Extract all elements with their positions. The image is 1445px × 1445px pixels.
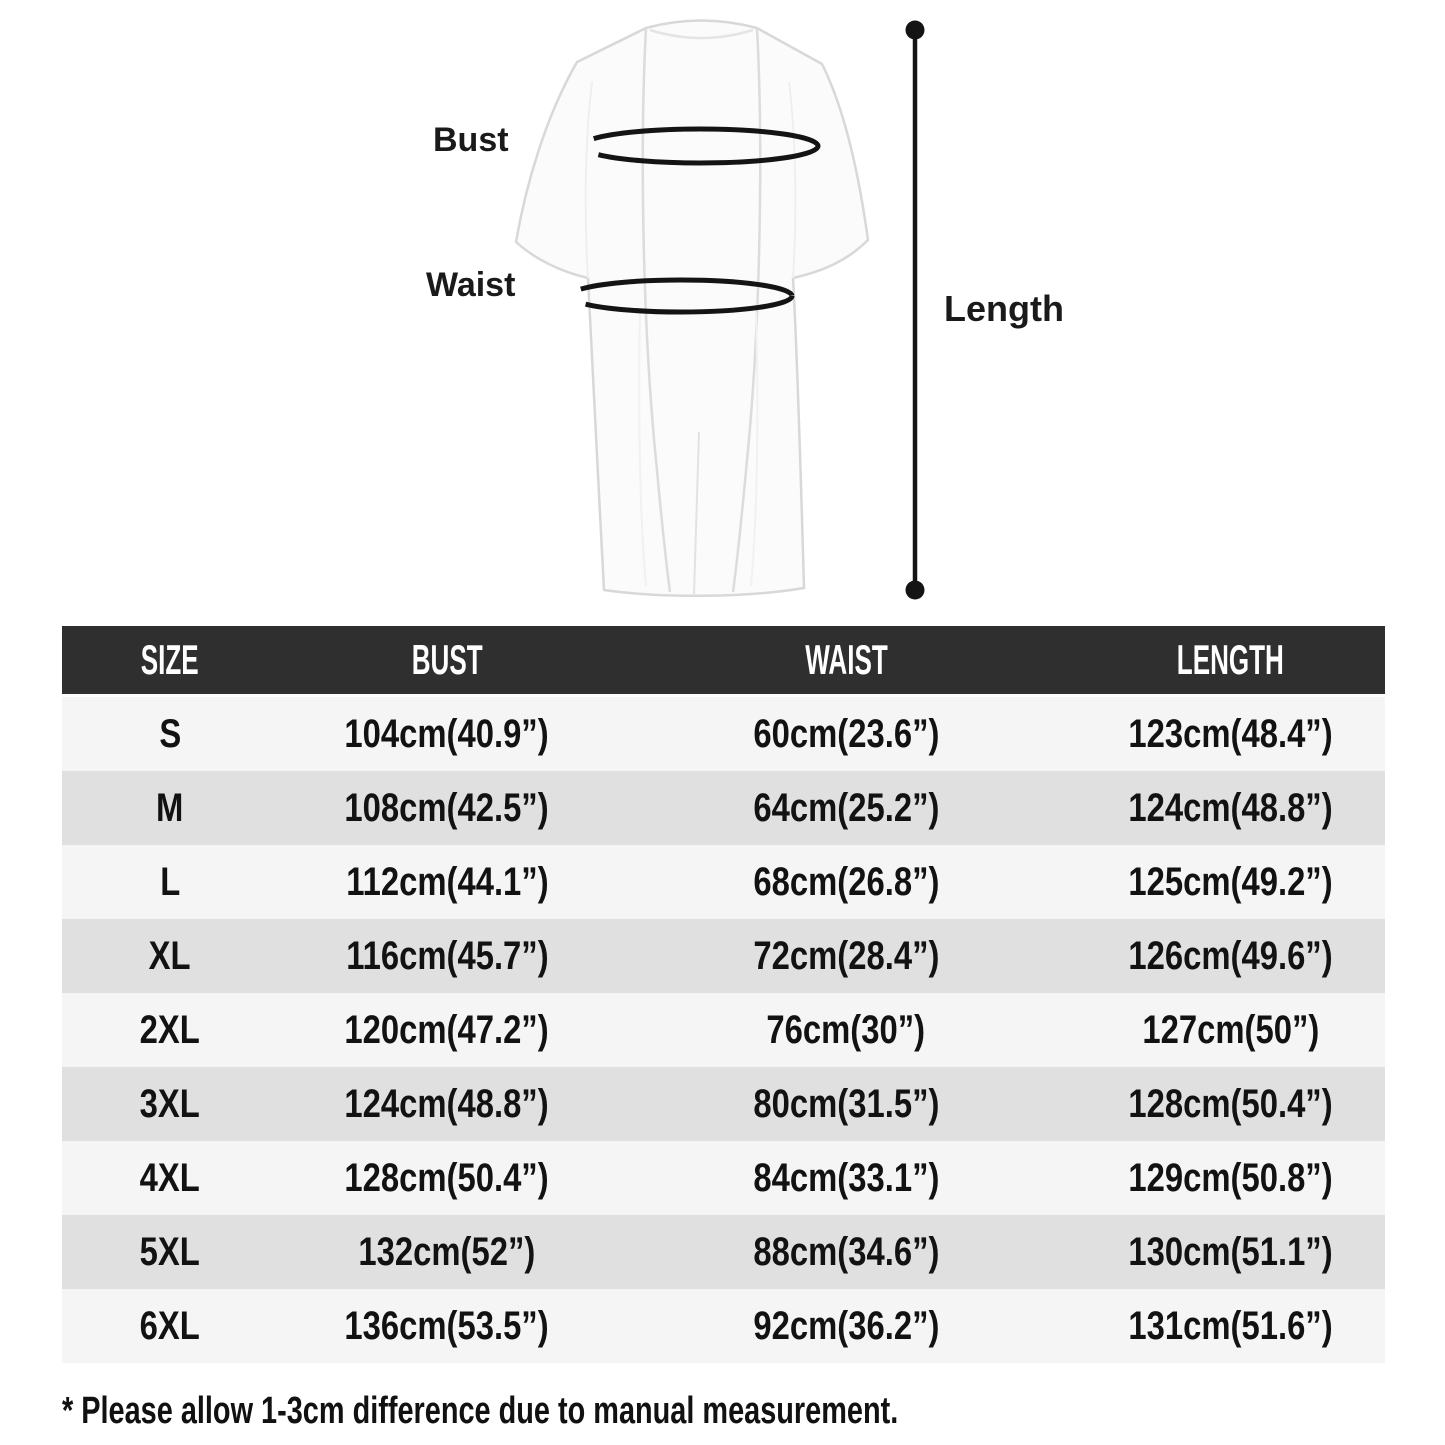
cell-waist: 92cm(36.2”) (753, 1303, 939, 1348)
cell-size: 6XL (139, 1303, 201, 1348)
length-label: Length (944, 288, 1064, 329)
header-cell-bust: BUST (411, 636, 483, 683)
cell-length: 127cm(50”) (1142, 1007, 1319, 1052)
table-row-5xl (62, 1215, 1385, 1289)
cell-bust: 116cm(45.7”) (345, 933, 549, 978)
cell-size: 2XL (139, 1007, 201, 1052)
bust-label: Bust (433, 121, 509, 159)
cell-waist: 80cm(31.5”) (753, 1081, 939, 1126)
table-header-row (62, 626, 1385, 697)
cell-size: 3XL (139, 1081, 201, 1126)
table-row-4xl (62, 1141, 1385, 1215)
cell-size: 4XL (139, 1155, 201, 1200)
cell-bust: 108cm(42.5”) (344, 785, 550, 830)
length-line-bottom-dot (906, 581, 925, 600)
cell-bust: 104cm(40.9”) (344, 711, 550, 756)
header-cell-waist: WAIST (804, 636, 888, 683)
cell-waist: 60cm(23.6”) (753, 711, 939, 756)
cell-waist: 64cm(25.2”) (753, 785, 939, 830)
cell-length: 125cm(49.2”) (1128, 859, 1333, 904)
header-cell-size: SIZE (141, 636, 199, 683)
table-row-l (62, 845, 1385, 919)
cell-size: 5XL (139, 1229, 201, 1274)
cell-length: 123cm(48.4”) (1128, 711, 1333, 756)
cell-size: L (159, 859, 181, 904)
table-row-xl (62, 919, 1385, 993)
cell-bust: 120cm(47.2”) (344, 1007, 550, 1052)
cell-waist: 84cm(33.1”) (753, 1155, 939, 1200)
cell-waist: 72cm(28.4”) (753, 933, 939, 978)
cell-bust: 136cm(53.5”) (344, 1303, 550, 1348)
cell-waist: 76cm(30”) (766, 1007, 926, 1052)
cell-length: 130cm(51.1”) (1128, 1229, 1333, 1274)
cell-size: S (159, 711, 181, 756)
table-row-3xl (62, 1067, 1385, 1141)
cell-size: XL (149, 933, 191, 978)
table-row-2xl (62, 993, 1385, 1067)
cell-length: 131cm(51.6”) (1128, 1303, 1333, 1348)
cell-size: M (156, 785, 184, 830)
garment-illustration (0, 0, 1445, 622)
table-row-s (62, 697, 1385, 771)
header-cell-length: LENGTH (1176, 636, 1285, 683)
table-row-6xl (62, 1289, 1385, 1363)
table-row-m (62, 771, 1385, 845)
garment-silhouette (516, 21, 868, 596)
length-line-top-dot (906, 21, 925, 40)
cell-length: 128cm(50.4”) (1128, 1081, 1333, 1126)
cell-bust: 124cm(48.8”) (344, 1081, 550, 1126)
waist-label: Waist (426, 266, 516, 304)
cell-length: 129cm(50.8”) (1128, 1155, 1333, 1200)
cell-bust: 128cm(50.4”) (344, 1155, 550, 1200)
cell-bust: 112cm(44.1”) (345, 859, 549, 904)
cell-length: 124cm(48.8”) (1128, 785, 1333, 830)
cell-waist: 68cm(26.8”) (753, 859, 939, 904)
cell-bust: 132cm(52”) (358, 1229, 536, 1274)
cell-length: 126cm(49.6”) (1128, 933, 1333, 978)
cell-waist: 88cm(34.6”) (753, 1229, 939, 1274)
garment-measurement-diagram (0, 0, 1445, 622)
measurement-note: * Please allow 1-3cm difference due to manual measurement. (62, 1390, 899, 1432)
size-chart-table (62, 626, 1385, 1363)
